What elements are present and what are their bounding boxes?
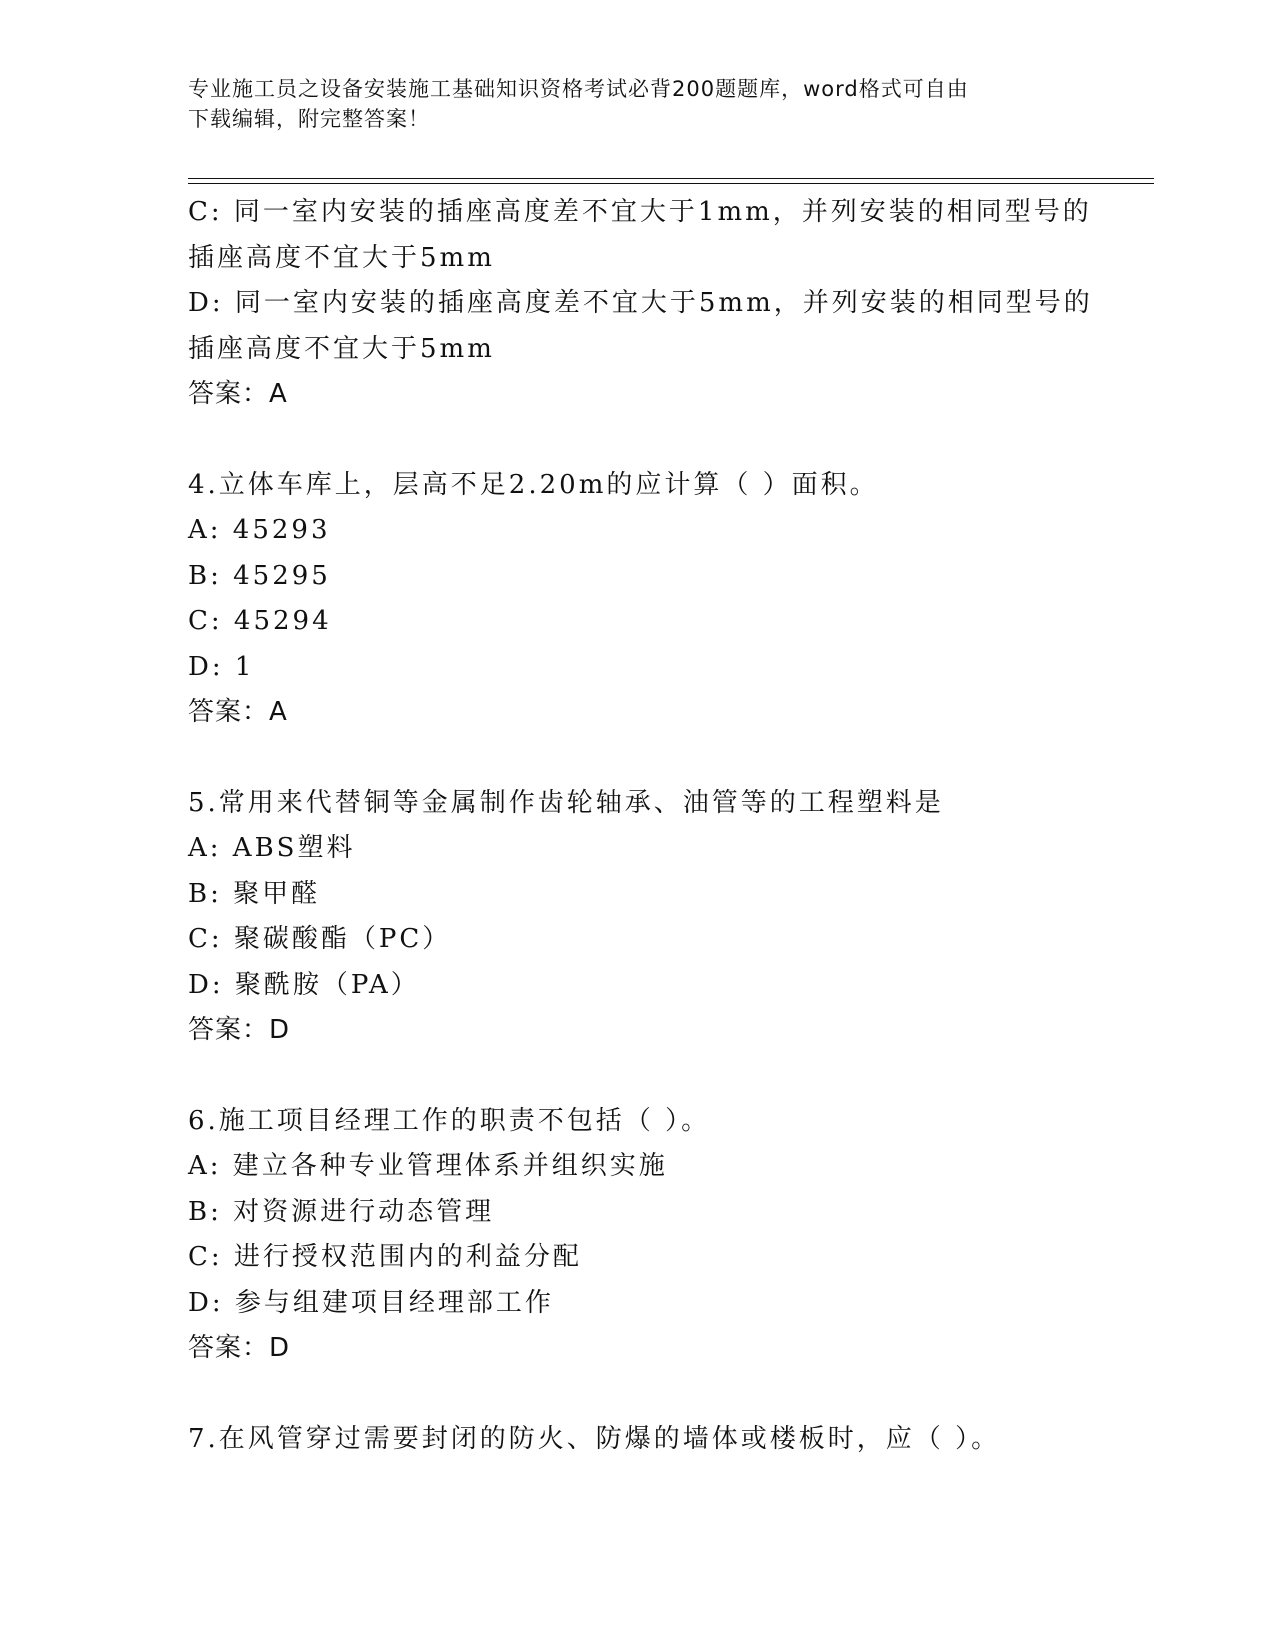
question-stem: 6.施工项目经理工作的职责不包括（ ）。 bbox=[188, 1105, 711, 1136]
spacer bbox=[188, 1054, 1088, 1099]
question-4 bbox=[188, 463, 1088, 736]
spacer bbox=[188, 1372, 1088, 1417]
header-divider-bottom bbox=[188, 183, 1154, 184]
option-a: A: 建立各种专业管理体系并组织实施 bbox=[188, 1151, 668, 1181]
question-list bbox=[188, 190, 1093, 1462]
option-a: A: ABS塑料 bbox=[188, 833, 356, 863]
option-b: B: 对资源进行动态管理 bbox=[188, 1196, 495, 1227]
option-d-line-1: D: 同一室内安装的插座高度差不宜大于5mm，并列安装的相同型号的 bbox=[188, 288, 1093, 318]
option-c-line-2: 插座高度不宜大于5mm bbox=[188, 242, 495, 273]
question-5 bbox=[188, 781, 1088, 1054]
answer: 答案：A bbox=[188, 379, 288, 409]
header-title-line-2: 下载编辑，附完整答案！ bbox=[188, 107, 430, 131]
option-d: D: 参与组建项目经理部工作 bbox=[188, 1287, 554, 1318]
spacer bbox=[188, 736, 1088, 781]
answer: 答案：A bbox=[188, 697, 288, 727]
option-d-line-2: 插座高度不宜大于5mm bbox=[188, 333, 495, 364]
option-b: B: 45295 bbox=[188, 560, 331, 591]
option-a: A: 45293 bbox=[188, 515, 331, 545]
header-divider-top bbox=[188, 178, 1154, 179]
option-c: C: 45294 bbox=[188, 606, 332, 636]
header-title-line-1: 专业施工员之设备安装施工基础知识资格考试必背200题题库，word格式可自由 bbox=[188, 77, 969, 101]
question-6 bbox=[188, 1099, 1088, 1372]
option-c-line-1: C: 同一室内安装的插座高度差不宜大于1mm，并列安装的相同型号的 bbox=[188, 197, 1092, 227]
option-d: D: 聚酰胺（PA） bbox=[188, 969, 420, 1000]
question-stem: 7.在风管穿过需要封闭的防火、防爆的墙体或楼板时，应（ ）。 bbox=[188, 1423, 1001, 1454]
option-d: D: 1 bbox=[188, 651, 255, 682]
option-b: B: 聚甲醛 bbox=[188, 878, 321, 909]
question-7 bbox=[188, 1417, 1088, 1463]
page-header bbox=[188, 74, 1068, 134]
option-c: C: 进行授权范围内的利益分配 bbox=[188, 1242, 582, 1272]
answer: 答案：D bbox=[188, 1333, 291, 1363]
answer: 答案：D bbox=[188, 1015, 291, 1045]
question-stem: 5.常用来代替铜等金属制作齿轮轴承、油管等的工程塑料是 bbox=[188, 787, 944, 818]
spacer bbox=[188, 418, 1088, 463]
option-c: C: 聚碳酸酯（PC） bbox=[188, 924, 452, 954]
question-3-continuation bbox=[188, 190, 1093, 418]
question-stem: 4.立体车库上，层高不足2.20m的应计算（ ）面积。 bbox=[188, 469, 879, 500]
